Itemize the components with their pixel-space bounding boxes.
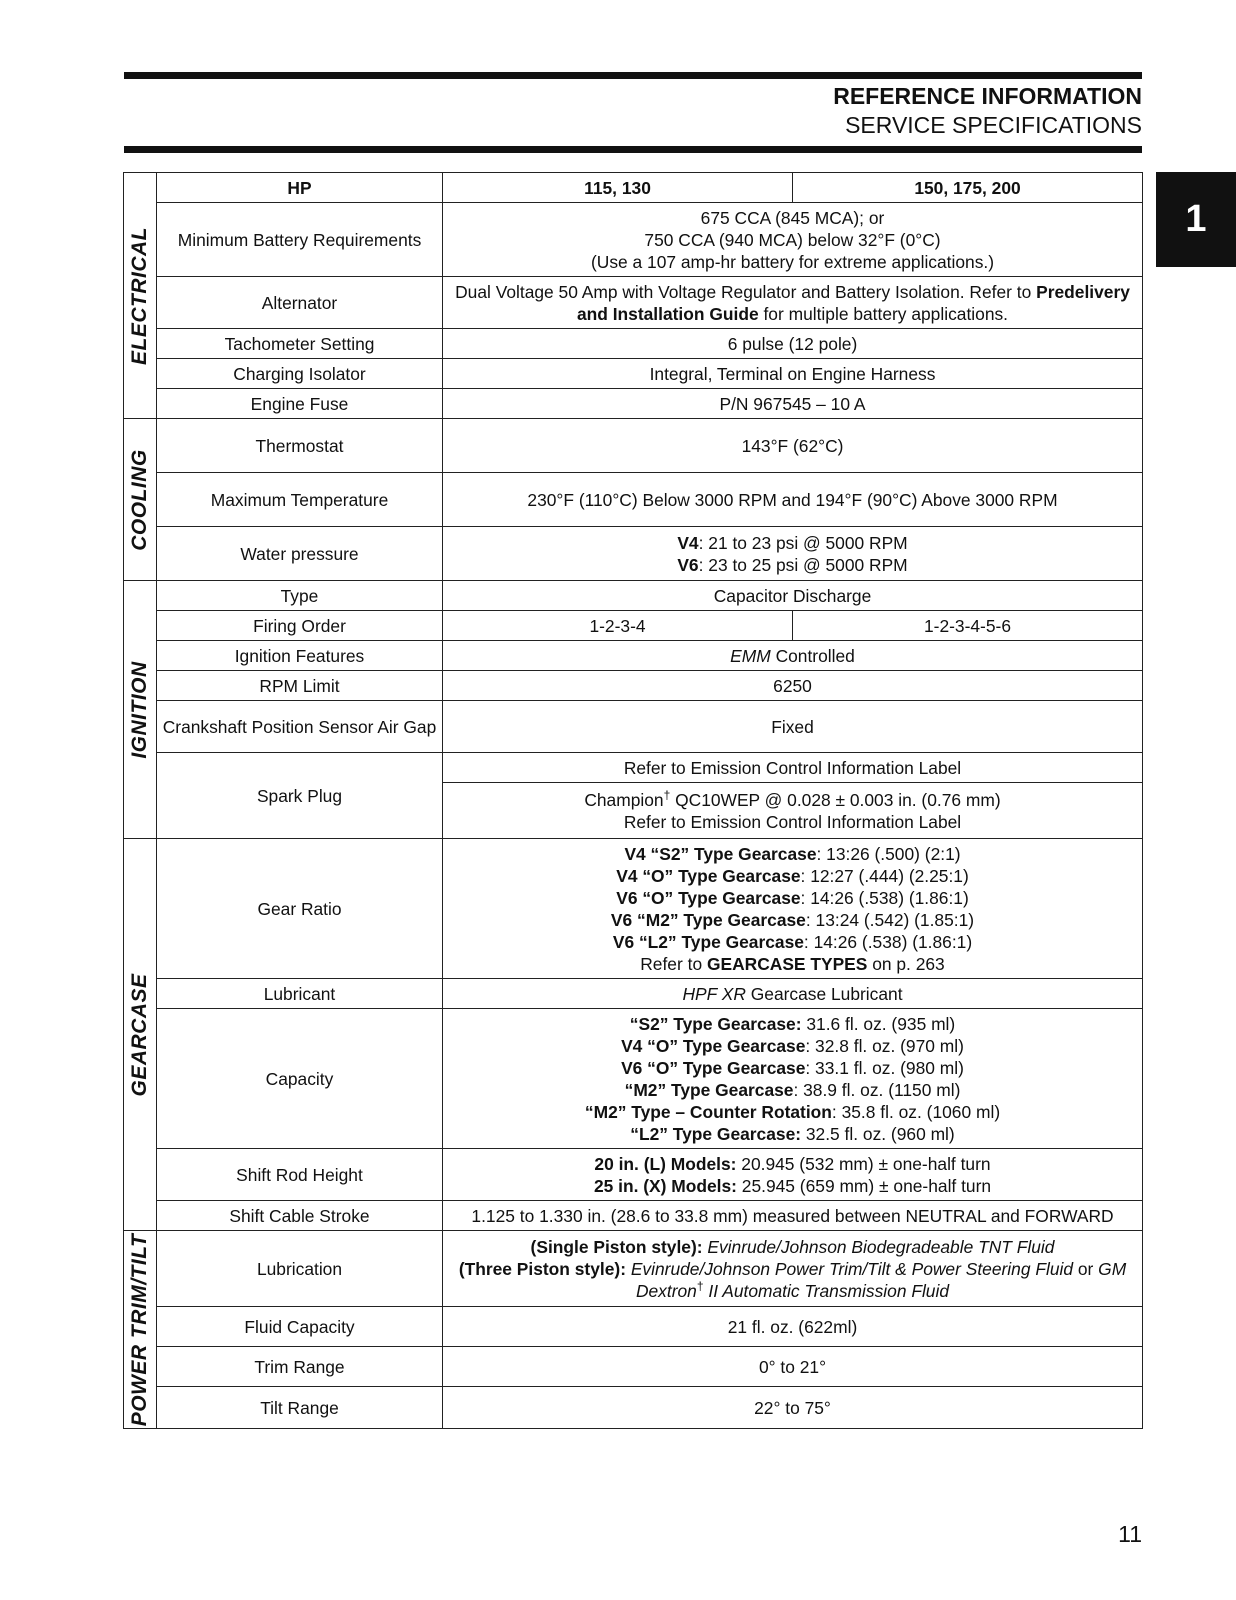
- gear-ratio: : 13:24 (.542) (1.85:1): [805, 909, 975, 930]
- section-cooling: [124, 419, 157, 581]
- gearcase-type: V6 “M2” Type Gearcase: [610, 909, 806, 930]
- three-piston-fluid: Evinrude/Johnson Power Trim/Tilt & Power Steering Fluid: [626, 1258, 1074, 1279]
- ignition-type-value: Capacitor Discharge: [443, 581, 1143, 611]
- ref-page: on p. 263: [867, 953, 945, 974]
- row-label-ignition-features: Ignition Features: [157, 641, 443, 671]
- section-label-gearcase: GEARCASE: [128, 972, 151, 1097]
- gear-ratio-value: [443, 839, 1143, 979]
- page-title: REFERENCE INFORMATION: [833, 83, 1142, 109]
- list-item: [447, 1013, 1138, 1035]
- dextron-brand: Dextron: [635, 1280, 697, 1301]
- table-row: [124, 203, 1143, 277]
- atf-fluid: II Automatic Transmission Fluid: [703, 1280, 950, 1301]
- dagger-mark: †: [663, 787, 671, 802]
- table-row: [124, 839, 1143, 979]
- isolator-value: Integral, Terminal on Engine Harness: [443, 359, 1143, 389]
- list-item: [447, 909, 1138, 931]
- table-row: [124, 527, 1143, 581]
- alternator-value: [443, 277, 1143, 329]
- capacity: : 32.8 fl. oz. (970 ml): [805, 1035, 964, 1056]
- gearcase-type: “S2” Type Gearcase:: [629, 1013, 802, 1034]
- section-ignition: [124, 581, 157, 839]
- three-piston-label: (Three Piston style):: [458, 1258, 626, 1279]
- gearcase-type: “L2” Type Gearcase:: [630, 1123, 802, 1144]
- row-label-fuse: Engine Fuse: [157, 389, 443, 419]
- capacity: 31.6 fl. oz. (935 ml): [801, 1013, 956, 1034]
- table-row: [124, 611, 1143, 641]
- table-row: [124, 671, 1143, 701]
- list-item: [447, 843, 1138, 865]
- controlled-text: Controlled: [770, 645, 855, 666]
- list-item: [447, 1035, 1138, 1057]
- section-label-ignition: IGNITION: [128, 660, 151, 759]
- list-item: [447, 1101, 1138, 1123]
- row-label-gear-ratio: Gear Ratio: [157, 839, 443, 979]
- row-label-thermostat: Thermostat: [157, 419, 443, 473]
- gear-ratio: : 12:27 (.444) (2.25:1): [800, 865, 969, 886]
- gearcase-type: V6 “L2” Type Gearcase: [612, 931, 804, 952]
- thermostat-value: 143°F (62°C): [443, 419, 1143, 473]
- single-piston-label: (Single Piston style):: [530, 1236, 703, 1257]
- dagger-mark: †: [696, 1278, 704, 1293]
- table-row: [124, 1009, 1143, 1149]
- x-models-label: 25 in. (X) Models:: [593, 1175, 737, 1196]
- table-row: [124, 419, 1143, 473]
- specifications-table: [123, 172, 1143, 1429]
- row-label-alternator: Alternator: [157, 277, 443, 329]
- rpm-limit-value: 6250: [443, 671, 1143, 701]
- gearcase-type: “M2” Type Gearcase: [624, 1079, 794, 1100]
- section-label-power-trim-tilt: POWER TRIM/TILT: [128, 1233, 151, 1426]
- capacity-value: [443, 1009, 1143, 1149]
- header-rule-bottom: [124, 146, 1142, 153]
- list-item: [447, 865, 1138, 887]
- table-row: [124, 979, 1143, 1009]
- spark-plug-spec: QC10WEP @ 0.028 ± 0.003 in. (0.76 mm): [670, 789, 1001, 810]
- hpf-xr-label: HPF XR: [682, 983, 746, 1004]
- lubricant-text: Gearcase Lubricant: [745, 983, 903, 1004]
- battery-line-3: (Use a 107 amp-hr battery for extreme applications.): [590, 251, 995, 272]
- table-row: [124, 1307, 1143, 1347]
- ref-text: Refer to: [640, 953, 707, 974]
- table-row: [124, 359, 1143, 389]
- fuse-value: P/N 967545 – 10 A: [443, 389, 1143, 419]
- l-models-height: 20.945 (532 mm) ± one-half turn: [736, 1153, 991, 1174]
- v4-label: V4: [677, 532, 699, 553]
- battery-line-1: 675 CCA (845 MCA); or: [700, 207, 885, 228]
- row-label-capacity: Capacity: [157, 1009, 443, 1149]
- row-label-lubrication: Lubrication: [157, 1231, 443, 1307]
- list-item: [447, 887, 1138, 909]
- capacity: : 33.1 fl. oz. (980 ml): [805, 1057, 964, 1078]
- gearcase-type: V4 “S2” Type Gearcase: [624, 843, 817, 864]
- section-label-electrical: ELECTRICAL: [128, 226, 151, 365]
- l-models-label: 20 in. (L) Models:: [594, 1153, 737, 1174]
- capacity: : 38.9 fl. oz. (1150 ml): [793, 1079, 961, 1100]
- gearcase-type: V4 “O” Type Gearcase: [621, 1035, 806, 1056]
- list-item: [447, 1123, 1138, 1145]
- row-label-lubricant: Lubricant: [157, 979, 443, 1009]
- table-header-row: [124, 173, 1143, 203]
- v4-pressure: : 21 to 23 psi @ 5000 RPM: [698, 532, 908, 553]
- x-models-height: 25.945 (659 mm) ± one-half turn: [736, 1175, 992, 1196]
- table-row: [124, 641, 1143, 671]
- row-label-tachometer: Tachometer Setting: [157, 329, 443, 359]
- table-row: [124, 581, 1143, 611]
- fluid-capacity-value: 21 fl. oz. (622ml): [443, 1307, 1143, 1347]
- lubrication-value: [443, 1231, 1143, 1307]
- list-item: [447, 931, 1138, 953]
- water-pressure-value: [443, 527, 1143, 581]
- max-temp-value: 230°F (110°C) Below 3000 RPM and 194°F (90°C) Above 3000 RPM: [443, 473, 1143, 527]
- tilt-range-value: 22° to 75°: [443, 1387, 1143, 1429]
- lubricant-value: [443, 979, 1143, 1009]
- column-header-150-200: 150, 175, 200: [793, 173, 1143, 203]
- capacity: 32.5 fl. oz. (960 ml): [801, 1123, 955, 1144]
- capacity: : 35.8 fl. oz. (1060 ml): [831, 1101, 1001, 1122]
- row-label-max-temp: Maximum Temperature: [157, 473, 443, 527]
- gearcase-types-ref: [447, 953, 1138, 975]
- row-label-isolator: Charging Isolator: [157, 359, 443, 389]
- v6-pressure: : 23 to 25 psi @ 5000 RPM: [698, 554, 908, 575]
- table-row: [124, 1201, 1143, 1231]
- hp-header: HP: [157, 173, 443, 203]
- ignition-features-value: [443, 641, 1143, 671]
- row-label-spark-plug: Spark Plug: [157, 753, 443, 839]
- or-text: or: [1073, 1258, 1099, 1279]
- gearcase-type: V6 “O” Type Gearcase: [616, 887, 801, 908]
- table-row: [124, 701, 1143, 753]
- gearcase-type: V6 “O” Type Gearcase: [621, 1057, 806, 1078]
- alternator-text: Dual Voltage 50 Amp with Voltage Regulator and Battery Isolation. Refer to: [455, 281, 1037, 302]
- table-row: [124, 473, 1143, 527]
- table-row: [124, 1149, 1143, 1201]
- row-label-tilt-range: Tilt Range: [157, 1387, 443, 1429]
- firing-order-115-130: 1-2-3-4: [443, 611, 793, 641]
- row-label-ignition-type: Type: [157, 581, 443, 611]
- page-subtitle: SERVICE SPECIFICATIONS: [845, 112, 1142, 138]
- ref-section: GEARCASE TYPES: [706, 953, 868, 974]
- crankshaft-sensor-value: Fixed: [443, 701, 1143, 753]
- row-label-fluid-capacity: Fluid Capacity: [157, 1307, 443, 1347]
- shift-cable-value: 1.125 to 1.330 in. (28.6 to 33.8 mm) measured between NEUTRAL and FORWARD: [443, 1201, 1143, 1231]
- battery-value: [443, 203, 1143, 277]
- alternator-text-end: for multiple battery applications.: [758, 303, 1009, 324]
- trim-range-value: 0° to 21°: [443, 1347, 1143, 1387]
- row-label-battery: Minimum Battery Requirements: [157, 203, 443, 277]
- row-label-water-pressure: Water pressure: [157, 527, 443, 581]
- table-row: [124, 277, 1143, 329]
- section-power-trim-tilt: [124, 1231, 157, 1429]
- spark-plug-value: [443, 783, 1143, 839]
- row-label-firing-order: Firing Order: [157, 611, 443, 641]
- table-row: [124, 1387, 1143, 1429]
- tachometer-value: 6 pulse (12 pole): [443, 329, 1143, 359]
- row-label-shift-cable: Shift Cable Stroke: [157, 1201, 443, 1231]
- champion-brand: Champion: [584, 789, 664, 810]
- page-number: 11: [1118, 1521, 1142, 1547]
- spark-plug-ref: Refer to Emission Control Information Label: [443, 753, 1143, 783]
- gear-ratio: : 14:26 (.538) (1.86:1): [800, 887, 969, 908]
- list-item: [447, 1079, 1138, 1101]
- section-gearcase: [124, 839, 157, 1231]
- table-row: [124, 1347, 1143, 1387]
- table-row: [124, 753, 1143, 783]
- table-row: [124, 389, 1143, 419]
- chapter-tab: 1: [1156, 172, 1236, 267]
- emm-label: EMM: [730, 645, 771, 666]
- section-electrical: [124, 173, 157, 419]
- spark-plug-ref-2: Refer to Emission Control Information Label: [623, 811, 962, 832]
- gear-ratio: : 14:26 (.538) (1.86:1): [803, 931, 973, 952]
- row-label-shift-rod: Shift Rod Height: [157, 1149, 443, 1201]
- gm-label: GM: [1098, 1258, 1127, 1279]
- gearcase-type: “M2” Type – Counter Rotation: [584, 1101, 832, 1122]
- predelivery-guide-ref: Predelivery and Installation Guide: [576, 281, 1130, 324]
- table-row: [124, 1231, 1143, 1307]
- row-label-trim-range: Trim Range: [157, 1347, 443, 1387]
- gearcase-type: V4 “O” Type Gearcase: [616, 865, 801, 886]
- battery-line-2: 750 CCA (940 MCA) below 32°F (0°C): [644, 229, 941, 250]
- list-item: [447, 1057, 1138, 1079]
- shift-rod-value: [443, 1149, 1143, 1201]
- column-header-115-130: 115, 130: [443, 173, 793, 203]
- firing-order-150-200: 1-2-3-4-5-6: [793, 611, 1143, 641]
- single-piston-fluid: Evinrude/Johnson Biodegradeable TNT Fluid: [702, 1236, 1055, 1257]
- table-row: [124, 329, 1143, 359]
- gear-ratio: : 13:26 (.500) (2:1): [816, 843, 961, 864]
- row-label-rpm-limit: RPM Limit: [157, 671, 443, 701]
- v6-label: V6: [677, 554, 699, 575]
- section-label-cooling: COOLING: [128, 448, 151, 551]
- row-label-crankshaft-sensor: Crankshaft Position Sensor Air Gap: [157, 701, 443, 753]
- header-rule-top: [124, 72, 1142, 79]
